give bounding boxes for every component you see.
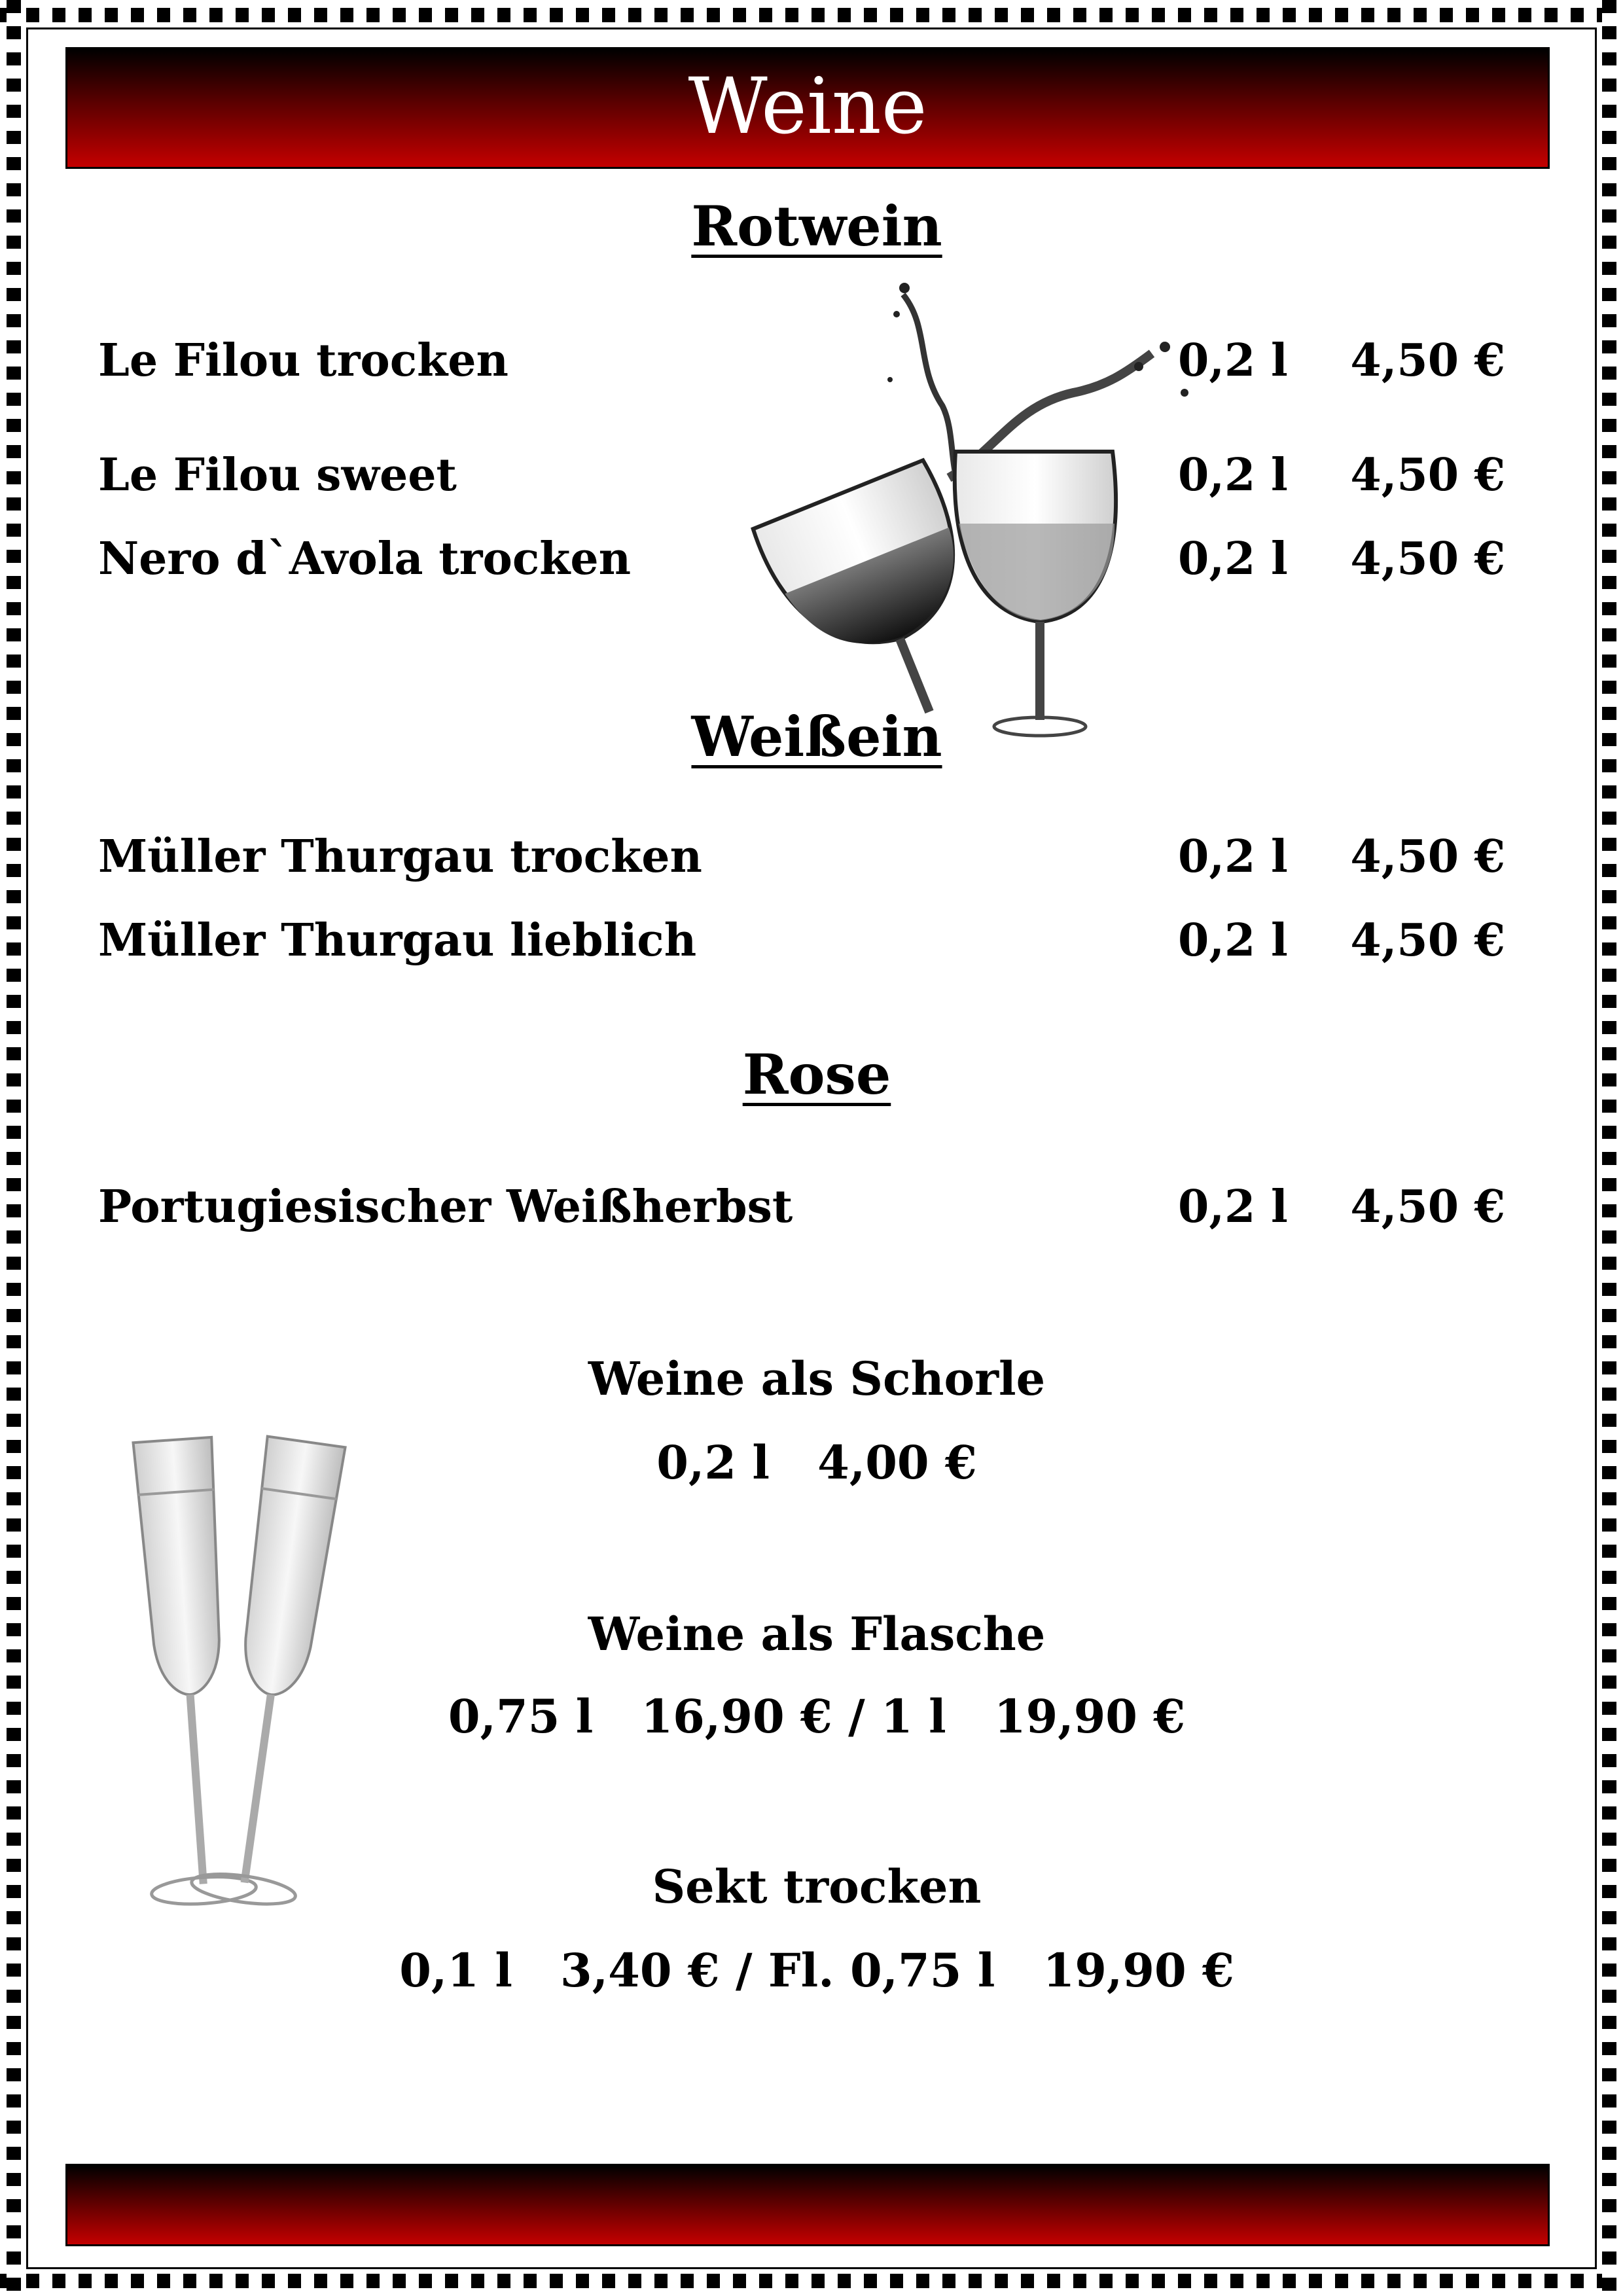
menu-item — [98, 1177, 1505, 1236]
item-price: 4,50 € — [1350, 914, 1505, 967]
border-line — [26, 2267, 1597, 2269]
checkered-border-top — [0, 8, 1623, 22]
item-size: 0,2 l — [1178, 831, 1288, 883]
item-price: 4,50 € — [1350, 533, 1505, 585]
title-banner — [65, 47, 1550, 169]
item-name: Le Filou trocken — [98, 334, 508, 387]
item-price: 4,50 € — [1350, 831, 1505, 883]
item-size: 0,2 l — [1178, 533, 1288, 585]
border-line — [1595, 27, 1597, 2269]
item-name: Müller Thurgau lieblich — [98, 914, 697, 967]
border-line — [26, 27, 1597, 29]
flasche-price: 0,75 l 16,90 € / 1 l 19,90 € — [448, 1689, 1186, 1744]
footer-banner — [65, 2164, 1550, 2246]
item-price: 4,50 € — [1350, 334, 1505, 387]
border-line — [26, 27, 28, 2269]
item-price: 4,50 € — [1350, 1181, 1505, 1233]
page-title: Weine — [688, 61, 927, 151]
item-name: Le Filou sweet — [98, 449, 457, 501]
champagne-flutes-illustration — [62, 1381, 429, 1944]
section-heading-weisswein — [0, 704, 1623, 770]
item-size: 0,2 l — [1178, 334, 1288, 387]
menu-item — [98, 911, 1505, 970]
item-name: Portugiesischer Weißherbst — [98, 1181, 793, 1233]
item-size: 0,2 l — [1178, 449, 1288, 501]
flasche-heading: Weine als Flasche — [588, 1607, 1046, 1661]
section-heading-label: Rose — [742, 1042, 891, 1107]
sekt-heading: Sekt trocken — [652, 1859, 982, 1914]
menu-item — [98, 827, 1505, 886]
section-heading-label: Rotwein — [691, 194, 942, 259]
section-heading-label: Weißein — [691, 704, 942, 769]
wine-glasses-illustration — [733, 275, 1191, 779]
item-name: Müller Thurgau trocken — [98, 831, 702, 883]
item-price: 4,50 € — [1350, 449, 1505, 501]
item-name: Nero d`Avola trocken — [98, 533, 632, 585]
item-size: 0,2 l — [1178, 1181, 1288, 1233]
section-heading-rotwein — [0, 194, 1623, 259]
item-size: 0,2 l — [1178, 914, 1288, 967]
schorle-heading: Weine als Schorle — [588, 1352, 1046, 1406]
checkered-border-bottom — [0, 2274, 1623, 2288]
schorle-price: 0,2 l 4,00 € — [656, 1435, 977, 1490]
sekt-price: 0,1 l 3,40 € / Fl. 0,75 l 19,90 € — [399, 1943, 1234, 1998]
section-heading-rose — [0, 1042, 1623, 1107]
